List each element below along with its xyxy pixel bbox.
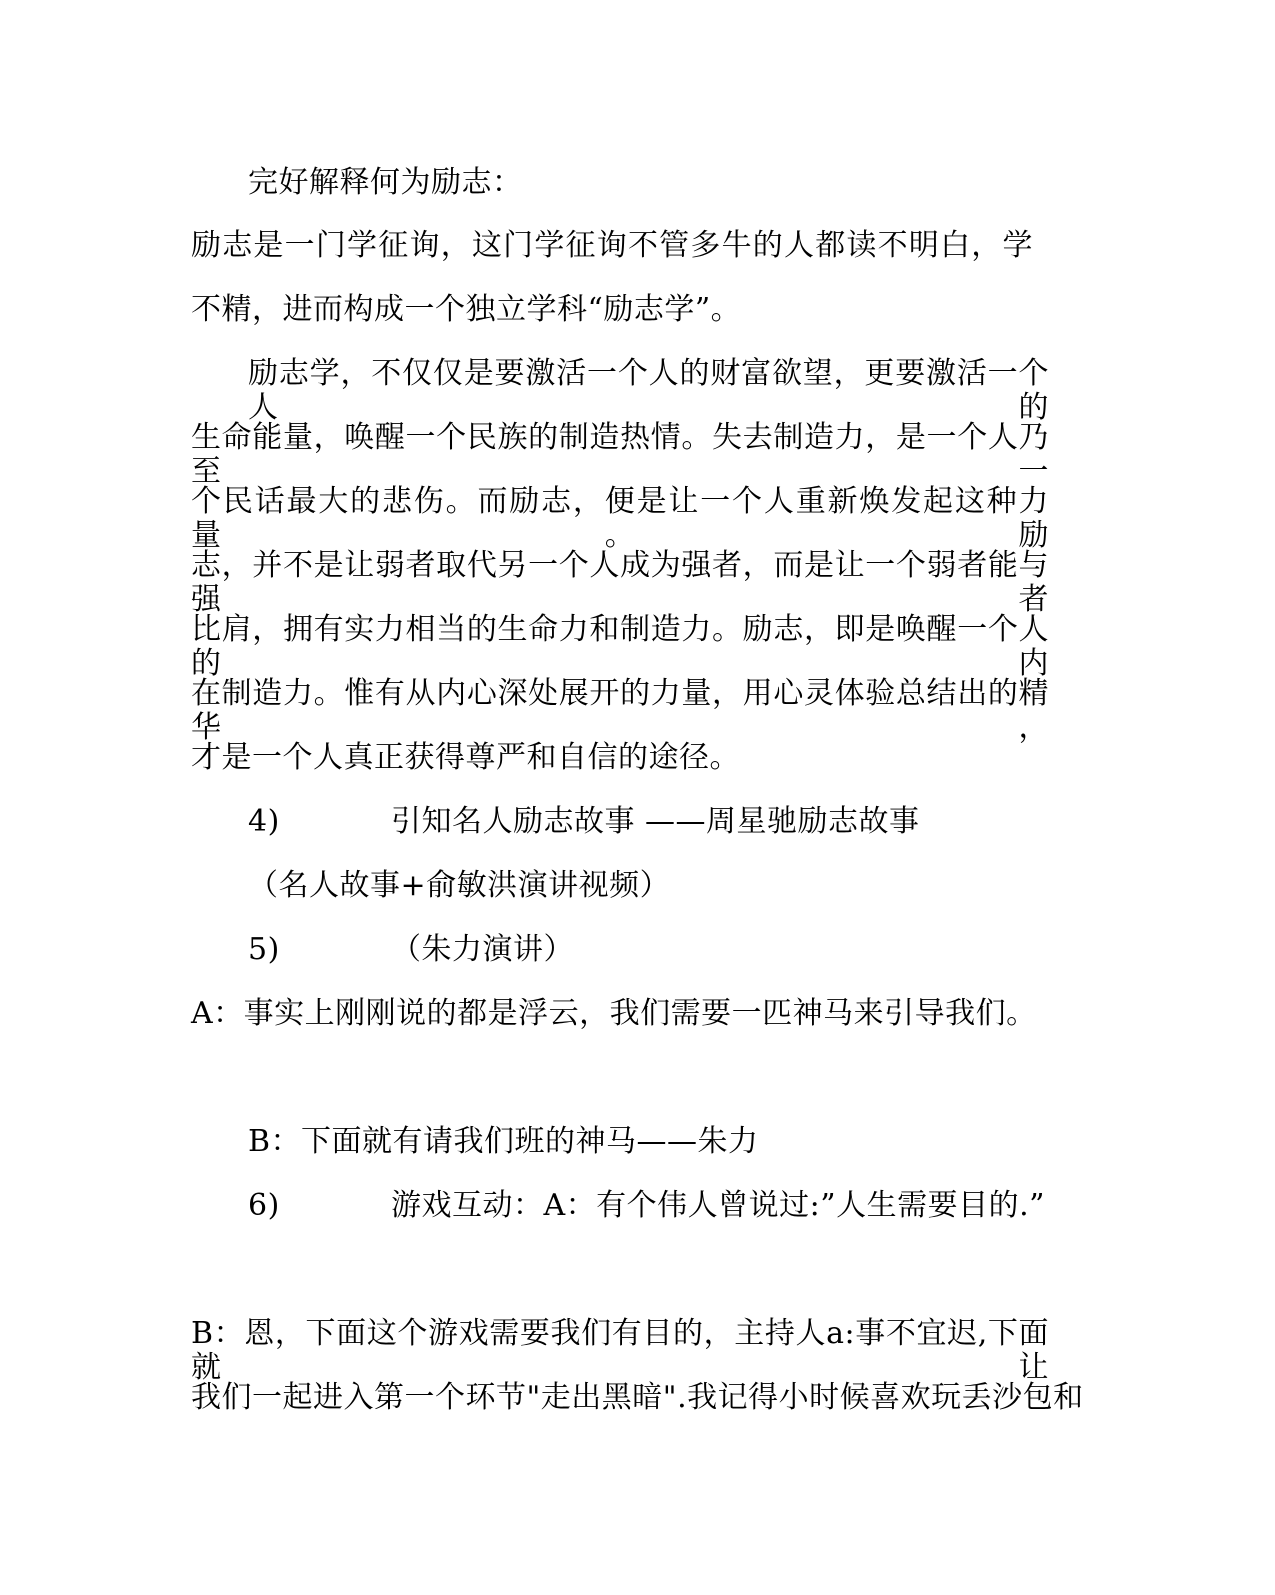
paragraph-line: 比肩，拥有实力相当的生命力和制造力。励志，即是唤醒一个人的内	[191, 612, 1049, 681]
paragraph-line: 才是一个人真正获得尊严和自信的途径。	[191, 740, 740, 775]
dialogue-line: A：事实上刚刚说的都是浮云，我们需要一匹神马来引导我们。	[191, 996, 1037, 1031]
dialogue-line: B：下面就有请我们班的神马——朱力	[248, 1124, 759, 1159]
paragraph-line: 不精，进而构成一个独立学科“励志学”。	[191, 292, 742, 327]
list-item-text: 引知名人励志故事 ——周星驰励志故事	[391, 804, 920, 839]
paragraph-line: 完好解释何为励志：	[248, 165, 523, 200]
list-item-number: 4)	[248, 804, 280, 839]
paragraph-line: 生命能量，唤醒一个民族的制造热情。失去制造力，是一个人乃至一	[191, 420, 1049, 489]
paragraph-line: 志，并不是让弱者取代另一个人成为强者，而是让一个弱者能与强者	[191, 548, 1049, 617]
list-item-number: 5)	[248, 932, 280, 967]
paragraph-line: 在制造力。惟有从内心深处展开的力量，用心灵体验总结出的精华，	[191, 676, 1049, 745]
paragraph-line: 励志是一门学征询，这门学征询不管多牛的人都读不明白，学	[191, 228, 1033, 263]
list-item-text: （朱力演讲）	[391, 932, 574, 967]
list-item-text: 游戏互动：A：有个伟人曾说过:”人生需要目的.”	[391, 1188, 1045, 1223]
dialogue-line: B：恩，下面这个游戏需要我们有目的，主持人a:事不宜迟,下面就让	[191, 1316, 1049, 1385]
paragraph-line: 我们一起进入第一个环节"走出黑暗".我记得小时候喜欢玩丢沙包和	[191, 1380, 1084, 1415]
paragraph-line: 励志学，不仅仅是要激活一个人的财富欲望，更要激活一个人的	[248, 356, 1049, 425]
paragraph-line: （名人故事+俞敏洪演讲视频）	[248, 868, 671, 903]
paragraph-line: 个民话最大的悲伤。而励志，便是让一个人重新焕发起这种力量。励	[191, 484, 1049, 553]
list-item-number: 6)	[248, 1188, 280, 1223]
